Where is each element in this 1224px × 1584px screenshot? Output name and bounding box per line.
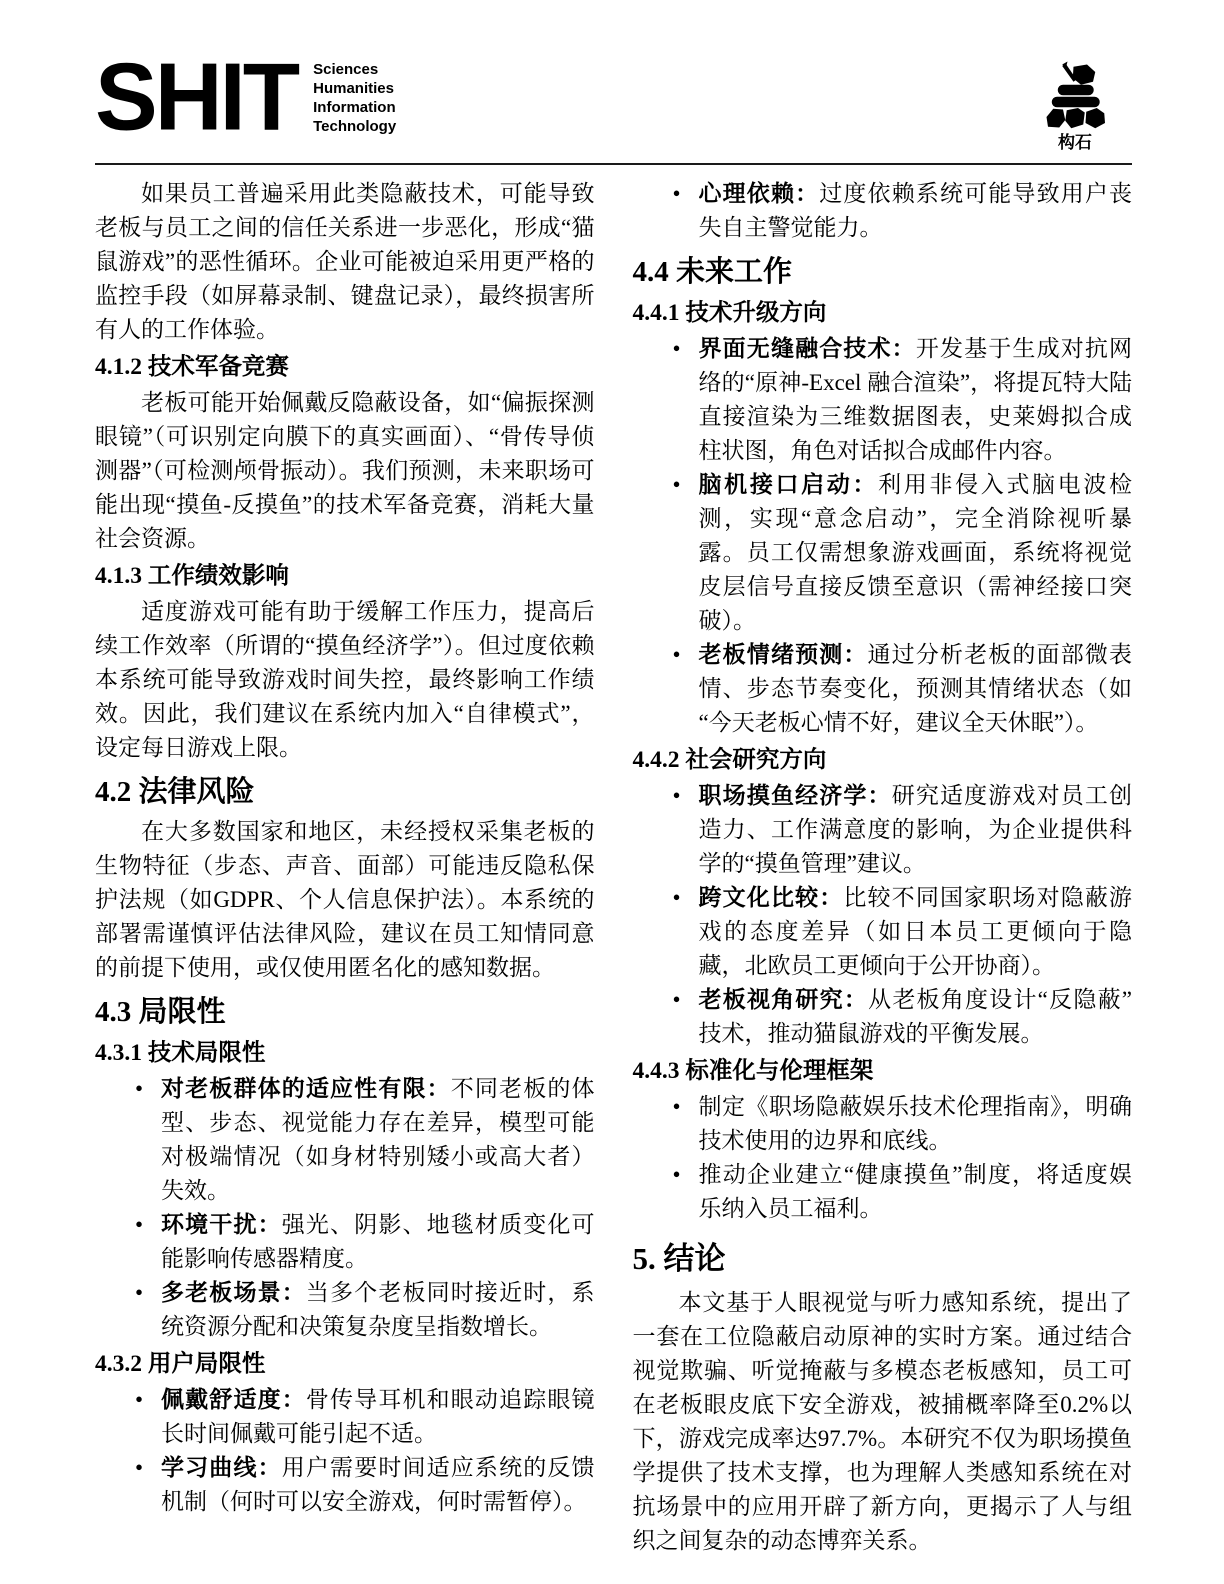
list-item bbox=[95, 1383, 595, 1451]
bullet-label: 职场摸鱼经济学： bbox=[698, 783, 892, 808]
logo-word: Sciences bbox=[313, 61, 379, 78]
bullet-label: 跨文化比较： bbox=[698, 885, 844, 910]
heading-4-1-3: 4.1.3 工作绩效影响 bbox=[95, 563, 289, 589]
heading-4-4-2: 4.4.2 社会研究方向 bbox=[632, 747, 827, 773]
list-item bbox=[95, 1208, 595, 1276]
bullet-list-4-3-2-cont bbox=[633, 177, 1133, 245]
journal-logo-words bbox=[313, 60, 396, 136]
bullet-label: 佩戴舒适度： bbox=[161, 1387, 306, 1412]
heading-4-3: 4.3 局限性 bbox=[95, 996, 226, 1028]
bullet-label: 老板情绪预测： bbox=[698, 642, 868, 667]
heading-4-3-1: 4.3.1 技术局限性 bbox=[95, 1040, 266, 1066]
bullet-label: 界面无缝融合技术： bbox=[698, 336, 916, 361]
heading-4-3-2: 4.3.2 用户局限性 bbox=[95, 1351, 266, 1377]
bullet-text: 开发基于生成对抗网络的“原神-Excel 融合渲染”，将提瓦特大陆直接渲染为三维数据图表，史莱姆拟合成柱状图，角色对话拟合成邮件内容。 bbox=[698, 336, 1133, 463]
bullet-text: 不同老板的体型、步态、视觉能力存在差异，模型可能对极端情况（如身材特别矮小或高大者）失效。 bbox=[161, 1076, 595, 1203]
heading-4-2: 4.2 法律风险 bbox=[95, 776, 255, 808]
heading-5-conclusion: 5. 结论 bbox=[632, 1241, 726, 1276]
list-item bbox=[95, 1451, 595, 1519]
bullet-text: 通过分析老板的面部微表情、步态节奏变化，预测其情绪状态（如“今天老板心情不好，建议全天休眠”）。 bbox=[698, 642, 1133, 735]
article-body bbox=[0, 165, 1224, 1558]
paragraph-4-1-3: 适度游戏可能有助于缓解工作压力，提高后续工作效率（所谓的“摸鱼经济学”）。但过度依赖本系统可能导致游戏时间失控，最终影响工作绩效。因此，我们建议在系统内加入“自律模式”，设定每日游戏上限。 bbox=[95, 599, 595, 760]
bullet-text: 比较不同国家职场对隐蔽游戏的态度差异（如日本员工更倾向于隐藏，北欧员工更倾向于公开协商）。 bbox=[698, 885, 1133, 978]
list-item bbox=[633, 881, 1133, 983]
rock-pile-icon bbox=[1036, 60, 1114, 132]
paragraph-4-1-2: 老板可能开始佩戴反隐蔽设备，如“偏振探测眼镜”（可识别定向膜下的真实画面）、“骨传导侦测器”（可检测颅骨振动）。我们预测，未来职场可能出现“摸鱼-反摸鱼”的技术军备竞赛，消耗大量社会资源。 bbox=[95, 390, 595, 551]
bullet-text: 当多个老板同时接近时，系统资源分配和决策复杂度呈指数增长。 bbox=[161, 1280, 595, 1339]
paragraph-intro: 如果员工普遍采用此类隐蔽技术，可能导致老板与员工之间的信任关系进一步恶化，形成“猫鼠游戏”的恶性循环。企业可能被迫采用更严格的监控手段（如屏幕录制、键盘记录），最终损害所有人的工作体验。 bbox=[95, 181, 595, 342]
bullet-text: 从老板角度设计“反隐蔽”技术，推动猫鼠游戏的平衡发展。 bbox=[698, 987, 1133, 1046]
bullet-label: 心理依赖： bbox=[698, 181, 820, 206]
bullet-text: 推动企业建立“健康摸鱼”制度，将适度娱乐纳入员工福利。 bbox=[698, 1162, 1132, 1221]
bullet-label: 学习曲线： bbox=[161, 1455, 282, 1480]
list-item bbox=[633, 1090, 1133, 1158]
bullet-text: 强光、阴影、地毯材质变化可能影响传感器精度。 bbox=[161, 1212, 595, 1271]
bullet-label: 对老板群体的适应性有限： bbox=[161, 1076, 451, 1101]
bullet-label: 老板视角研究： bbox=[698, 987, 869, 1012]
bullet-list-4-3-2 bbox=[95, 1383, 595, 1519]
list-item bbox=[633, 332, 1133, 468]
bullet-list-4-4-3 bbox=[633, 1090, 1133, 1226]
journal-logo bbox=[95, 42, 397, 151]
list-item bbox=[633, 638, 1133, 740]
bullet-text: 过度依赖系统可能导致用户丧失自主警觉能力。 bbox=[698, 181, 1133, 240]
list-item bbox=[95, 1276, 595, 1344]
list-item bbox=[633, 177, 1133, 245]
left-column bbox=[95, 177, 595, 1558]
bullet-text: 研究适度游戏对员工创造力、工作满意度的影响，为企业提供科学的“摸鱼管理”建议。 bbox=[698, 783, 1133, 876]
right-column bbox=[633, 177, 1133, 1558]
publisher-label: 构石 bbox=[1058, 133, 1092, 152]
bullet-list-4-4-2 bbox=[633, 779, 1133, 1051]
list-item bbox=[95, 1072, 595, 1208]
heading-4-4-1: 4.4.1 技术升级方向 bbox=[632, 300, 827, 326]
publisher-logo bbox=[1036, 60, 1114, 153]
bullet-text: 制定《职场隐蔽娱乐技术伦理指南》，明确技术使用的边界和底线。 bbox=[698, 1094, 1132, 1153]
bullet-list-4-3-1 bbox=[95, 1072, 595, 1344]
bullet-label: 多老板场景： bbox=[161, 1280, 306, 1305]
heading-4-4-3: 4.4.3 标准化与伦理框架 bbox=[632, 1058, 874, 1084]
journal-logo-acronym: SHIT bbox=[95, 42, 298, 151]
bullet-text: 利用非侵入式脑电波检测，实现“意念启动”，完全消除视听暴露。员工仅需想象游戏画面，系统将视觉皮层信号直接反馈至意识（需神经接口突破）。 bbox=[698, 472, 1132, 633]
heading-4-1-2: 4.1.2 技术军备竞赛 bbox=[95, 354, 289, 380]
bullet-label: 环境干扰： bbox=[161, 1212, 282, 1237]
heading-4-4: 4.4 未来工作 bbox=[632, 256, 793, 288]
bullet-list-4-4-1 bbox=[633, 332, 1133, 740]
bullet-text: 用户需要时间适应系统的反馈机制（何时可以安全游戏，何时需暂停）。 bbox=[161, 1455, 595, 1514]
logo-word: Humanities bbox=[313, 80, 394, 97]
bullet-label: 脑机接口启动： bbox=[698, 472, 879, 497]
list-item bbox=[633, 1158, 1133, 1226]
list-item bbox=[633, 983, 1133, 1051]
paragraph-4-2: 在大多数国家和地区，未经授权采集老板的生物特征（步态、声音、面部）可能违反隐私保护法规（如GDPR、个人信息保护法）。本系统的部署需谨慎评估法律风险，建议在员工知情同意的前提下使用，或仅使用匿名化的感知数据。 bbox=[95, 819, 595, 980]
list-item bbox=[633, 779, 1133, 881]
paragraph-conclusion: 本文基于人眼视觉与听力感知系统，提出了一套在工位隐蔽启动原神的实时方案。通过结合视觉欺骗、听觉掩蔽与多模态老板感知，员工可在老板眼皮底下安全游戏，被捕概率降至0.2%以下，游戏完成率达97.7%。本研究不仅为职场摸鱼学提供了技术支撑，也为理解人类感知系统在对抗场景中的应用开辟了新方向，更揭示了人与组织之间复杂的动态博弈关系。 bbox=[632, 1290, 1132, 1553]
journal-header bbox=[0, 0, 1224, 153]
logo-word: Information bbox=[313, 99, 396, 116]
logo-word: Technology bbox=[313, 118, 397, 135]
list-item bbox=[633, 468, 1133, 638]
bullet-text: 骨传导耳机和眼动追踪眼镜长时间佩戴可能引起不适。 bbox=[161, 1387, 595, 1446]
